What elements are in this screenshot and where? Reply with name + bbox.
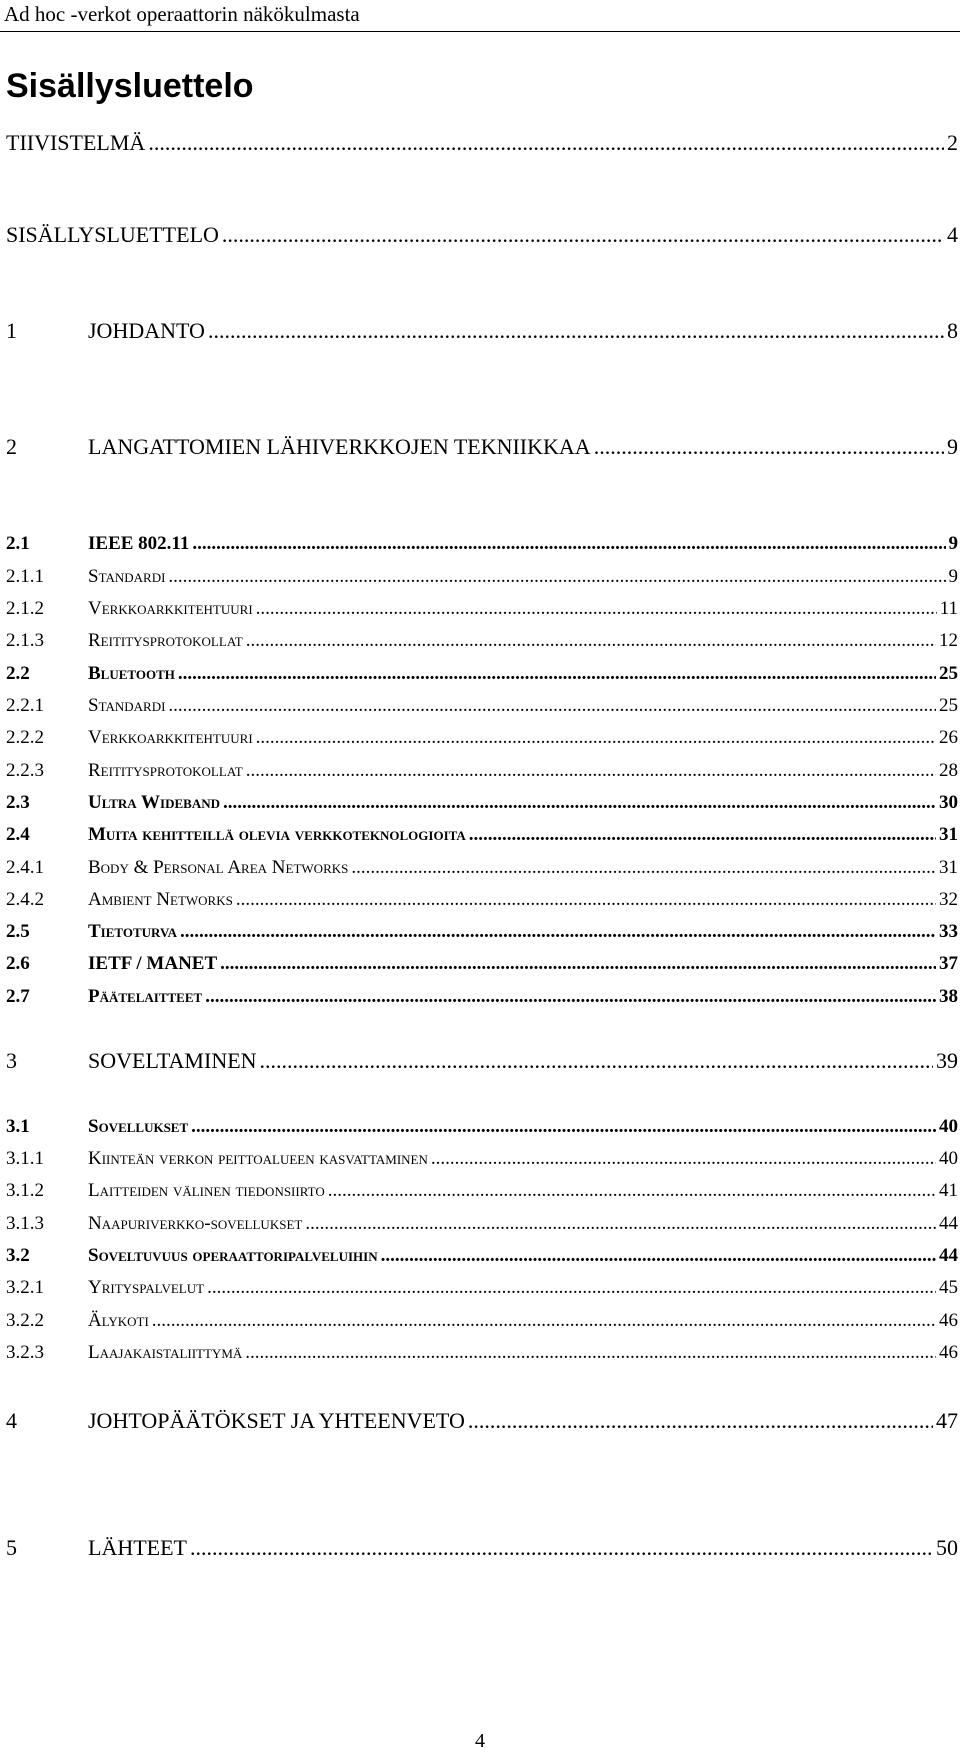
toc-entry[interactable] [6,1048,958,1074]
dot-leader [468,1408,933,1434]
toc-entry[interactable] [6,986,958,1008]
toc-entry-label: Standardi [88,566,166,587]
toc-entry-label: Soveltuvuus operaattoripalveluihin [88,1245,378,1266]
dot-leader [256,727,936,749]
toc-entry-page: 26 [939,727,958,748]
toc-entry-label: Verkkoarkkitehtuuri [88,598,253,619]
toc-entry-label: IEEE 802.11 [88,533,190,554]
toc-entry-label: IETF / MANET [88,953,218,974]
toc-entry-number: 2.1 [6,533,30,554]
dot-leader [260,1048,933,1074]
toc-entry[interactable] [6,953,958,975]
dot-leader [246,760,936,782]
toc-entry[interactable] [6,533,958,555]
toc-entry[interactable] [6,695,958,717]
toc-entry[interactable] [6,824,958,846]
dot-leader [381,1245,936,1267]
dot-leader [148,130,944,156]
toc-entry[interactable] [6,1116,958,1138]
toc-entry-number: 3.1.1 [6,1148,44,1169]
dot-leader [208,318,944,344]
toc-entry-page: 25 [939,695,958,716]
toc-entry-page: 38 [939,986,958,1007]
toc-entry-number: 2.6 [6,953,30,974]
page-title: Sisällysluettelo [6,67,254,105]
toc-entry-label: Muita kehitteillä olevia verkkoteknologioita [88,824,466,845]
toc-entry-page: 11 [939,598,958,619]
toc-entry[interactable] [6,130,958,156]
toc-entry-page: 2 [947,130,958,155]
toc-entry-number: 2.1.1 [6,566,44,587]
toc-entry-number: 2 [6,434,17,459]
toc-entry[interactable] [6,1180,958,1202]
toc-entry-label: Laitteiden välinen tiedonsiirto [88,1180,325,1201]
running-header: Ad hoc -verkot operaattorin näkökulmasta [4,2,360,26]
toc-entry-label: LÄHTEET [88,1535,187,1560]
toc-entry-label: Yrityspalvelut [88,1277,205,1298]
toc-entry-page: 39 [936,1048,958,1073]
toc-entry[interactable] [6,760,958,782]
toc-entry[interactable] [6,566,958,588]
toc-entry-number: 2.4.1 [6,857,44,878]
toc-entry-label: Älykoti [88,1310,149,1331]
toc-entry[interactable] [6,598,958,620]
dot-leader [191,1116,936,1138]
toc-entry-number: 2.5 [6,921,30,942]
toc-entry-number: 3.2 [6,1245,30,1266]
toc-entry[interactable] [6,434,958,460]
dot-leader [431,1148,936,1170]
toc-entry[interactable] [6,1245,958,1267]
toc-entry[interactable] [6,1342,958,1364]
page-number: 4 [475,1730,485,1752]
toc-entry[interactable] [6,663,958,685]
toc-entry-label: Päätelaitteet [88,986,203,1007]
dot-leader [180,921,936,943]
toc-entry-label: Sovellukset [88,1116,189,1137]
toc-entry[interactable] [6,1213,958,1235]
dot-leader [246,630,936,652]
toc-entry-number: 3.2.2 [6,1310,44,1331]
toc-entry-label: SISÄLLYSLUETTELO [6,222,219,247]
dot-leader [205,986,936,1008]
toc-entry-number: 3.1.3 [6,1213,44,1234]
toc-entry-number: 3.2.1 [6,1277,44,1298]
toc-entry-label: JOHDANTO [88,318,205,343]
toc-entry[interactable] [6,727,958,749]
dot-leader [178,663,936,685]
dot-leader [190,1535,933,1561]
toc-entry-page: 37 [939,953,958,974]
toc-entry[interactable] [6,1148,958,1170]
toc-entry-label: LANGATTOMIEN LÄHIVERKKOJEN TEKNIIKKAA [88,434,591,459]
toc-entry-page: 8 [947,318,958,343]
toc-entry-number: 2.1.3 [6,630,44,651]
toc-entry-number: 3 [6,1048,17,1073]
toc-entry[interactable] [6,857,958,879]
toc-entry-label: Ultra Wideband [88,792,221,813]
toc-entry-number: 3.1.2 [6,1180,44,1201]
toc-entry-number: 2.2.1 [6,695,44,716]
toc-entry-page: 44 [939,1245,958,1266]
toc-entry-page: 25 [939,663,958,684]
toc-entry-page: 31 [939,857,958,878]
toc-entry-page: 33 [939,921,958,942]
toc-entry-label: Reititysprotokollat [88,630,243,651]
dot-leader [168,695,936,717]
toc-entry-label: Reititysprotokollat [88,760,243,781]
toc-entry-label: Tietoturva [88,921,178,942]
toc-entry-number: 2.2.3 [6,760,44,781]
toc-entry[interactable] [6,1310,958,1332]
header-rule [0,31,960,32]
dot-leader [305,1213,936,1235]
toc-entry-page: 28 [939,760,958,781]
toc-entry-label: Ambient Networks [88,889,233,910]
toc-entry-page: 31 [939,824,958,845]
toc-entry-page: 9 [948,566,958,587]
toc-entry-label: SOVELTAMINEN [88,1048,257,1073]
dot-leader [152,1310,936,1332]
dot-leader [328,1180,936,1202]
toc-entry[interactable] [6,792,958,814]
toc-entry-page: 46 [939,1342,958,1363]
toc-entry[interactable] [6,630,958,652]
dot-leader [245,1342,936,1364]
toc-entry-label: Kiinteän verkon peittoalueen kasvattaminen [88,1148,428,1169]
dot-leader [222,222,944,248]
toc-entry-page: 32 [939,889,958,910]
toc-entry-number: 2.4.2 [6,889,44,910]
dot-leader [223,792,936,814]
dot-leader [168,566,945,588]
toc-entry-page: 40 [939,1148,958,1169]
toc-entry-label: JOHTOPÄÄTÖKSET JA YHTEENVETO [88,1408,465,1433]
dot-leader [207,1277,936,1299]
toc-entry-page: 41 [939,1180,958,1201]
toc-entry-number: 2.7 [6,986,30,1007]
dot-leader [351,857,936,879]
toc-entry-label: TIIVISTELMÄ [6,130,146,155]
toc-entry-page: 40 [939,1116,958,1137]
toc-entry-page: 30 [939,792,958,813]
toc-entry-number: 5 [6,1535,17,1560]
toc-entry-label: Body & Personal Area Networks [88,857,349,878]
toc-entry-page: 4 [947,222,958,247]
toc-entry-number: 2.1.2 [6,598,44,619]
toc-entry-page: 45 [939,1277,958,1298]
toc-entry-number: 2.2.2 [6,727,44,748]
toc-entry[interactable] [6,889,958,911]
dot-leader [236,889,936,911]
toc-entry[interactable] [6,921,958,943]
toc-entry-number: 3.1 [6,1116,30,1137]
toc-entry-page: 50 [936,1535,958,1560]
toc-entry[interactable] [6,318,958,344]
dot-leader [192,533,945,555]
toc-entry[interactable] [6,1535,958,1561]
toc-entry-number: 2.3 [6,792,30,813]
toc-entry-label: Verkkoarkkitehtuuri [88,727,253,748]
toc-entry-page: 12 [939,630,958,651]
toc-entry[interactable] [6,222,958,248]
toc-entry-label: Laajakaistaliittymä [88,1342,243,1363]
toc-entry-page: 47 [936,1408,958,1433]
toc-entry-label: Naapuriverkko-sovellukset [88,1213,303,1234]
toc-entry-label: Bluetooth [88,663,175,684]
toc-entry-page: 9 [948,533,958,554]
toc-entry-number: 3.2.3 [6,1342,44,1363]
toc-entry[interactable] [6,1408,958,1434]
toc-entry-number: 1 [6,318,17,343]
dot-leader [220,953,936,975]
dot-leader [594,434,944,460]
toc-entry[interactable] [6,1277,958,1299]
toc-entry-page: 46 [939,1310,958,1331]
toc-entry-page: 44 [939,1213,958,1234]
toc-entry-number: 2.4 [6,824,30,845]
dot-leader [469,824,936,846]
toc-entry-number: 4 [6,1408,17,1433]
dot-leader [256,598,937,620]
toc-entry-number: 2.2 [6,663,30,684]
toc-entry-label: Standardi [88,695,166,716]
toc-entry-page: 9 [947,434,958,459]
